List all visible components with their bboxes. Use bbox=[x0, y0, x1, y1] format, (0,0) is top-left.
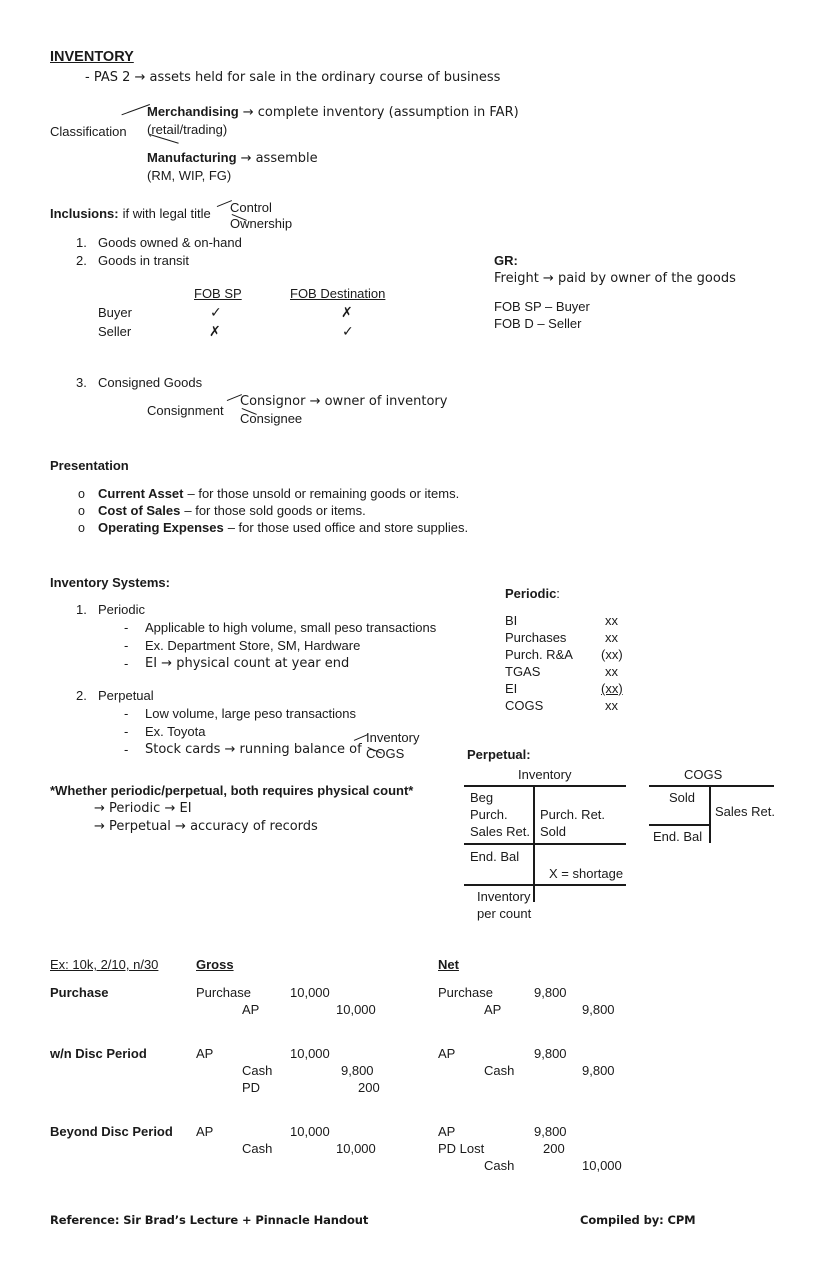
fob-sp-header: FOB SP bbox=[194, 286, 242, 301]
footer-compiled-by: Compiled by: CPM bbox=[580, 1213, 696, 1227]
gr-note-fob-sp: FOB SP – Buyer bbox=[494, 299, 590, 314]
entries-row-1-gross-account-2: AP bbox=[242, 1002, 260, 1017]
inventory-debit-beg: Beg bbox=[470, 790, 494, 805]
periodic-row-3-label: Purch. R&A bbox=[505, 647, 573, 662]
fob-row-seller-label: Seller bbox=[98, 324, 132, 339]
inventory-taccount-name: Inventory bbox=[518, 767, 572, 782]
perpetual-point-2: Ex. Toyota bbox=[145, 724, 206, 739]
perpetual-dash-2: - bbox=[124, 724, 129, 739]
cogs-taccount-center-rule bbox=[709, 785, 711, 843]
entries-row-1-net-debit-1: 9,800 bbox=[534, 985, 567, 1000]
cogs-taccount-name: COGS bbox=[684, 767, 723, 782]
inclusions-item-2-text: Goods in transit bbox=[98, 253, 190, 268]
stock-cards-branch-inventory: Inventory bbox=[366, 730, 420, 745]
cogs-taccount-top-rule bbox=[649, 785, 774, 787]
presentation-item-3-desc: – for those used office and store supplies. bbox=[227, 520, 469, 535]
periodic-format-title bbox=[505, 585, 560, 602]
presentation-item-3-term: Operating Expenses bbox=[98, 520, 224, 535]
entries-row-1-net-account-2: AP bbox=[484, 1002, 502, 1017]
inventory-taccount-top-rule bbox=[464, 785, 626, 787]
presentation-item-2 bbox=[98, 502, 366, 519]
entries-row-1-net-account-1: Purchase bbox=[438, 985, 493, 1000]
entries-row-1-gross-debit-1: 10,000 bbox=[290, 985, 330, 1000]
gr-note-fob-d: FOB D – Seller bbox=[494, 316, 582, 331]
presentation-item-2-term: Cost of Sales bbox=[98, 503, 181, 518]
inventory-per-count-line-1: Inventory bbox=[477, 889, 531, 904]
presentation-item-1-desc: – for those unsold or remaining goods or items. bbox=[187, 486, 460, 501]
entries-row-2-label: w/n Disc Period bbox=[50, 1046, 147, 1061]
entries-row-2-gross-credit-2: 9,800 bbox=[341, 1063, 374, 1078]
fob-row-seller-dest-mark: ✓ bbox=[342, 323, 354, 339]
inventory-systems-title: Inventory Systems: bbox=[50, 575, 170, 590]
inclusions-label: Inclusions: bbox=[50, 206, 119, 221]
periodic-row-6-label: COGS bbox=[505, 698, 544, 713]
inclusions-item-3-num: 3. bbox=[76, 375, 87, 390]
inclusions-item-2-num: 2. bbox=[76, 253, 87, 268]
periodic-row-4-label: TGAS bbox=[505, 664, 541, 679]
periodic-num: 1. bbox=[76, 602, 87, 617]
manufacturing-line bbox=[147, 149, 318, 167]
stock-cards-branch-cogs: COGS bbox=[366, 746, 405, 761]
entries-row-3-gross-account-2: Cash bbox=[242, 1141, 273, 1156]
entries-row-2-gross-account-1: AP bbox=[196, 1046, 214, 1061]
footer-reference: Reference: Sir Brad’s Lecture + Pinnacle Handout bbox=[50, 1213, 369, 1227]
periodic-point-3: EI → physical count at year end bbox=[145, 656, 350, 671]
periodic-name: Periodic bbox=[98, 602, 145, 617]
periodic-row-1-amount: xx bbox=[605, 613, 618, 628]
entries-row-1-gross-account-1: Purchase bbox=[196, 985, 251, 1000]
entries-row-2-net-account-2: Cash bbox=[484, 1063, 515, 1078]
entries-row-3-net-account-3: Cash bbox=[484, 1158, 515, 1173]
inventory-credit-purch-ret: Purch. Ret. bbox=[540, 807, 606, 822]
inventory-debit-purch: Purch. bbox=[470, 807, 508, 822]
perpetual-num: 2. bbox=[76, 688, 87, 703]
periodic-row-2-amount: xx bbox=[605, 630, 618, 645]
entries-row-2-net-debit-1: 9,800 bbox=[534, 1046, 567, 1061]
inclusions-item-3-text: Consigned Goods bbox=[98, 375, 203, 390]
merchandising-term: Merchandising bbox=[147, 104, 239, 119]
periodic-point-2: Ex. Department Store, SM, Hardware bbox=[145, 638, 361, 653]
entries-row-3-gross-account-1: AP bbox=[196, 1124, 214, 1139]
cogs-credit-sales-ret: Sales Ret. bbox=[715, 804, 775, 819]
entries-row-3-gross-credit-2: 10,000 bbox=[336, 1141, 376, 1156]
periodic-row-1-label: BI bbox=[505, 613, 518, 628]
inclusions-item-1-text: Goods owned & on-hand bbox=[98, 235, 242, 250]
presentation-title: Presentation bbox=[50, 458, 129, 473]
periodic-dash-3: - bbox=[124, 656, 129, 671]
inventory-end-bal: End. Bal bbox=[470, 849, 520, 864]
entries-row-2-gross-account-2: Cash bbox=[242, 1063, 273, 1078]
periodic-row-5-label: EI bbox=[505, 681, 518, 696]
merchandising-line bbox=[147, 103, 519, 121]
periodic-dash-2: - bbox=[124, 638, 129, 653]
entries-row-3-net-debit-1: 9,800 bbox=[534, 1124, 567, 1139]
inclusions-branch-control: Control bbox=[230, 200, 272, 215]
gr-note-freight: Freight → paid by owner of the goods bbox=[494, 271, 736, 286]
entries-row-3-net-credit-3: 10,000 bbox=[582, 1158, 622, 1173]
manufacturing-term: Manufacturing bbox=[147, 150, 237, 165]
inventory-credit-sold: Sold bbox=[540, 824, 567, 839]
cogs-taccount-rule-2 bbox=[649, 824, 709, 826]
entries-row-3-label: Beyond Disc Period bbox=[50, 1124, 173, 1139]
inventory-taccount-rule-2 bbox=[464, 843, 626, 845]
entries-row-2-gross-credit-3: 200 bbox=[358, 1080, 380, 1095]
inclusions-item-1-num: 1. bbox=[76, 235, 87, 250]
inclusions-branch-ownership: Ownership bbox=[230, 216, 293, 231]
entries-row-1-net-credit-2: 9,800 bbox=[582, 1002, 615, 1017]
fob-row-buyer-label: Buyer bbox=[98, 305, 132, 320]
entries-example-label: Ex: 10k, 2/10, n/30 bbox=[50, 957, 159, 972]
periodic-format-title-colon: : bbox=[556, 586, 560, 601]
presentation-item-1 bbox=[98, 485, 459, 502]
inventory-shortage-note: X = shortage bbox=[549, 866, 624, 881]
entries-row-2-gross-account-3: PD bbox=[242, 1080, 261, 1095]
entries-row-1-gross-credit-2: 10,000 bbox=[336, 1002, 376, 1017]
physical-count-note-line-1: → Periodic → EI bbox=[94, 801, 192, 816]
periodic-row-4-amount: xx bbox=[605, 664, 618, 679]
presentation-item-1-term: Current Asset bbox=[98, 486, 184, 501]
manufacturing-desc: → assemble bbox=[240, 151, 318, 166]
entries-row-1-label: Purchase bbox=[50, 985, 109, 1000]
entries-row-3-net-debit-2: 200 bbox=[543, 1141, 565, 1156]
merchandising-sub: (retail/trading) bbox=[147, 122, 228, 137]
presentation-bullet-2: o bbox=[78, 504, 85, 518]
gr-note-title: GR: bbox=[494, 253, 518, 268]
presentation-bullet-1: o bbox=[78, 487, 85, 501]
perpetual-t-title: Perpetual: bbox=[467, 747, 531, 762]
perpetual-dash-1: - bbox=[124, 706, 129, 721]
perpetual-dash-3: - bbox=[124, 742, 129, 757]
periodic-row-3-amount: (xx) bbox=[601, 647, 623, 662]
inventory-debit-sales-ret: Sales Ret. bbox=[470, 824, 530, 839]
presentation-item-3 bbox=[98, 519, 468, 536]
periodic-row-6-amount: xx bbox=[605, 698, 618, 713]
consignment-branch-consignee: Consignee bbox=[240, 411, 303, 426]
presentation-bullet-3: o bbox=[78, 521, 85, 535]
periodic-row-5-amount: (xx) bbox=[601, 681, 623, 696]
consignment-branch-consignor: Consignor → owner of inventory bbox=[240, 394, 448, 409]
presentation-item-2-desc: – for those sold goods or items. bbox=[184, 503, 366, 518]
periodic-dash-1: - bbox=[124, 620, 129, 635]
inventory-per-count-line-2: per count bbox=[477, 906, 532, 921]
perpetual-stock-cards: Stock cards → running balance of bbox=[145, 742, 362, 757]
perpetual-name: Perpetual bbox=[98, 688, 154, 703]
physical-count-note-line-2: → Perpetual → accuracy of records bbox=[94, 819, 318, 834]
inclusions-line bbox=[50, 205, 211, 222]
perpetual-point-1: Low volume, large peso transactions bbox=[145, 706, 357, 721]
physical-count-note-headline: *Whether periodic/perpetual, both requires physical count* bbox=[50, 783, 414, 798]
entries-row-3-net-account-1: AP bbox=[438, 1124, 456, 1139]
fob-row-buyer-sp-mark: ✓ bbox=[210, 304, 222, 320]
periodic-row-2-label: Purchases bbox=[505, 630, 567, 645]
entries-row-2-net-account-1: AP bbox=[438, 1046, 456, 1061]
inventory-taccount-rule-3 bbox=[464, 884, 626, 886]
entries-gross-header: Gross bbox=[196, 957, 234, 972]
entries-row-3-gross-debit-1: 10,000 bbox=[290, 1124, 330, 1139]
periodic-format-title-text: Periodic bbox=[505, 586, 557, 601]
fob-row-seller-sp-mark: ✗ bbox=[209, 323, 221, 339]
inclusions-lead: if with legal title bbox=[122, 206, 211, 221]
pas2-definition: - PAS 2 → assets held for sale in the ordinary course of business bbox=[85, 70, 501, 85]
entries-row-2-gross-debit-1: 10,000 bbox=[290, 1046, 330, 1061]
manufacturing-sub: (RM, WIP, FG) bbox=[147, 168, 232, 183]
entries-net-header: Net bbox=[438, 957, 459, 972]
merchandising-desc: → complete inventory (assumption in FAR) bbox=[242, 105, 519, 120]
cogs-debit-sold: Sold bbox=[669, 790, 696, 805]
classification-label: Classification bbox=[50, 124, 127, 139]
fob-destination-header: FOB Destination bbox=[290, 286, 386, 301]
periodic-point-1: Applicable to high volume, small peso transactions bbox=[145, 620, 437, 635]
consignment-label: Consignment bbox=[147, 403, 224, 418]
entries-row-3-net-account-2: PD Lost bbox=[438, 1141, 485, 1156]
fob-row-buyer-dest-mark: ✗ bbox=[341, 304, 353, 320]
entries-row-2-net-credit-2: 9,800 bbox=[582, 1063, 615, 1078]
page-title: INVENTORY bbox=[50, 49, 134, 65]
cogs-end-bal: End. Bal bbox=[653, 829, 703, 844]
